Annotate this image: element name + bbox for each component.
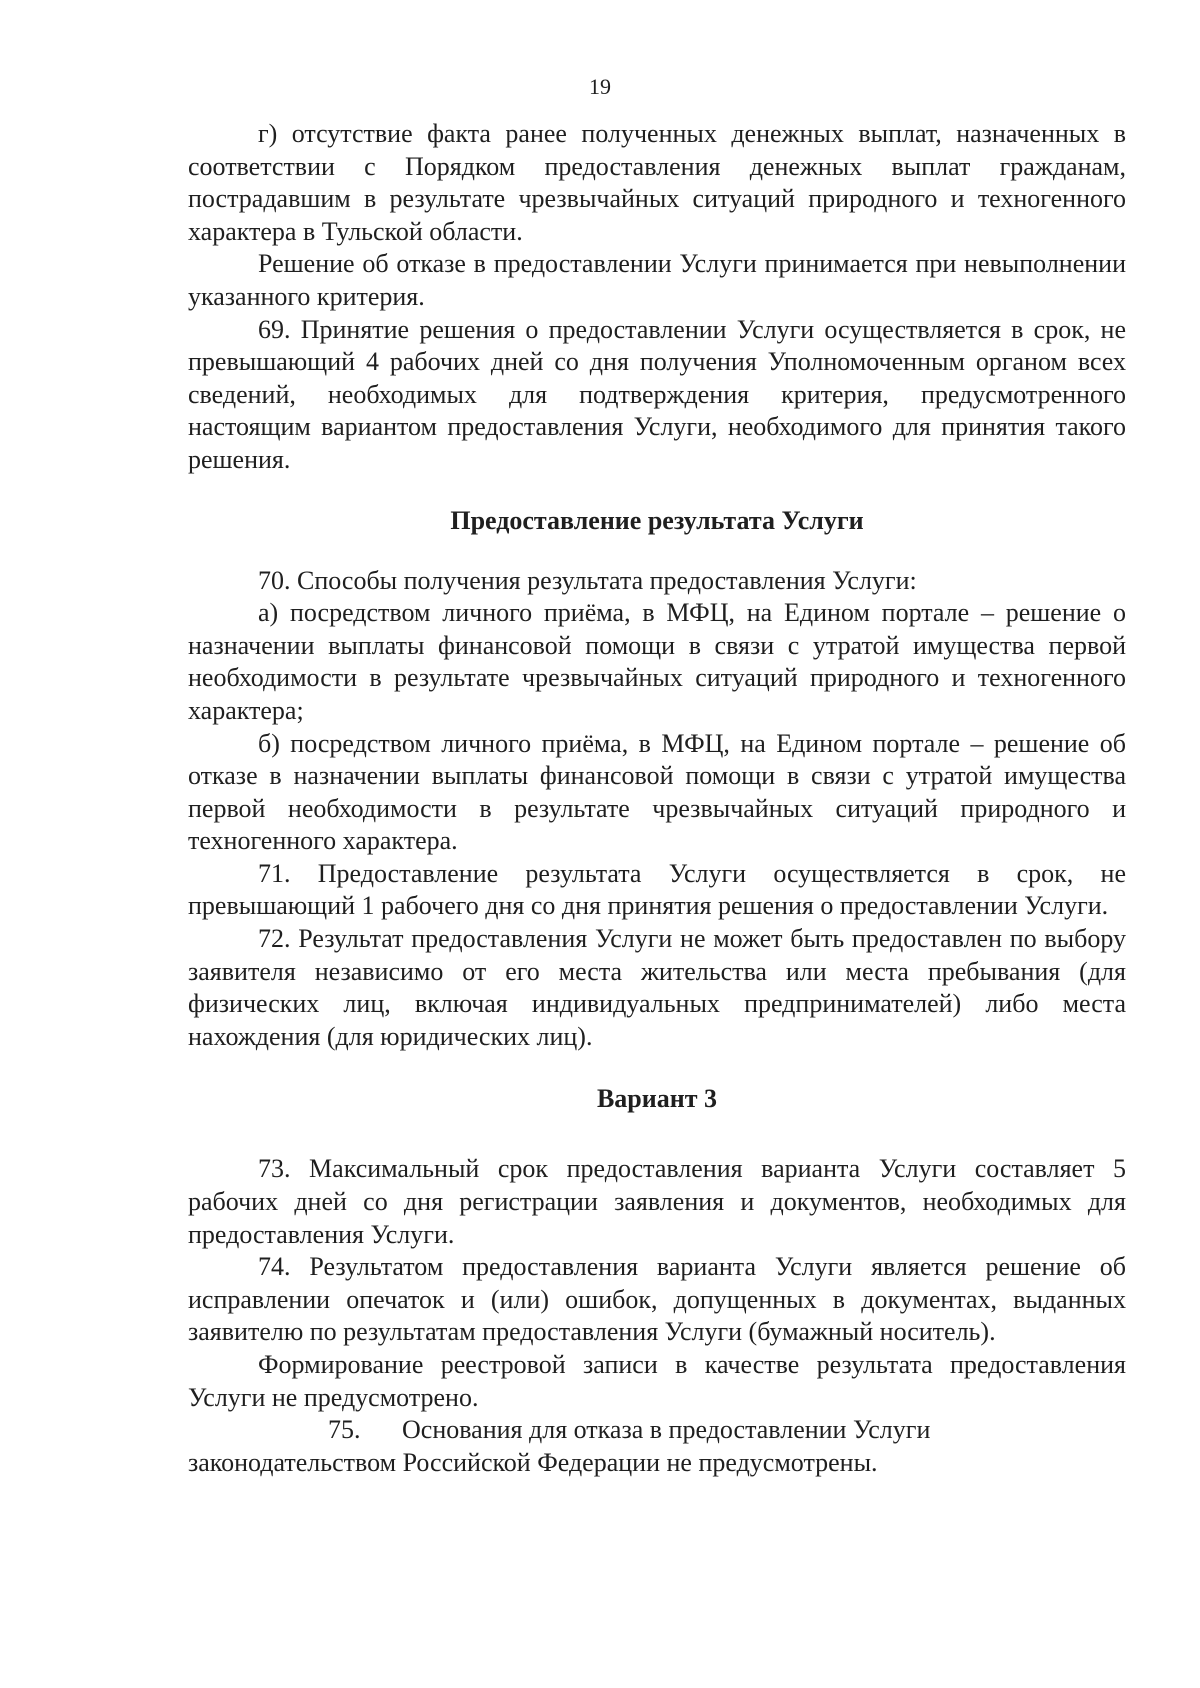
- paragraph-74: 74. Результатом предоставления варианта Услуги является решение об исправлении опечаток и (или) ошибок, допущенных в документах, выданных заявителю по результатам предоставления Услуги (бумажный носитель).: [188, 1252, 1126, 1347]
- paragraph-70: 70. Способы получения результата предоставления Услуги:: [258, 565, 917, 595]
- paragraph-refusal-decision: Решение об отказе в предоставлении Услуги принимается при невыполнении указанного критерия.: [188, 249, 1126, 311]
- paragraph-75-continuation: законодательством Российской Федерации не предусмотрены.: [188, 1447, 878, 1477]
- paragraph-criterion-g: г) отсутствие факта ранее полученных денежных выплат, назначенных в соответствии с Порядком предоставления денежных выплат гражданам, пострадавшим в результате чрезвычайных ситуаций природного и техногенного характера в Тульской области.: [188, 119, 1126, 246]
- paragraph-75-text: Основания для отказа в предоставлении Услуги: [402, 1415, 931, 1445]
- paragraph-71: 71. Предоставление результата Услуги осуществляется в срок, не превышающий 1 рабочего дня со дня принятия решения о предоставлении Услуги.: [188, 858, 1126, 921]
- page-number: 19: [589, 74, 611, 99]
- paragraph-69: 69. Принятие решения о предоставлении Услуги осуществляется в срок, не превышающий 4 рабочих дней со дня получения Уполномоченным органом всех сведений, необходимых для подтверждения критерия, предусмотренного настоящим вариантом предоставления Услуги, необходимого для принятия такого решения.: [188, 314, 1126, 474]
- paragraph-70-b: б) посредством личного приёма, в МФЦ, на Едином портале – решение об отказе в назначении выплаты финансовой помощи в связи с утратой имущества первой необходимости в результате чрезвычайных ситуаций природного и техногенного характера.: [188, 728, 1126, 856]
- section-heading-result: Предоставление результата Услуги: [450, 505, 864, 535]
- paragraph-75: [188, 1414, 1126, 1479]
- paragraph-72: 72. Результат предоставления Услуги не может быть предоставлен по выбору заявителя независимо от его места жительства или места пребывания (для физических лиц, включая индивидуальных предпринимателей) либо места нахождения (для юридических лиц).: [188, 924, 1126, 1051]
- paragraph-73: 73. Максимальный срок предоставления варианта Услуги составляет 5 рабочих дней со дня регистрации заявления и документов, необходимых для предоставления Услуги.: [188, 1154, 1126, 1249]
- section-heading-variant-3: Вариант 3: [596, 1084, 718, 1114]
- paragraph-70-a: а) посредством личного приёма, в МФЦ, на Едином портале – решение о назначении выплаты финансовой помощи в связи с утратой имущества первой необходимости в результате чрезвычайных ситуаций природного и техногенного характера;: [188, 598, 1126, 725]
- paragraph-75-number: 75.: [328, 1415, 361, 1445]
- document-body: [188, 118, 1126, 1479]
- paragraph-registry-record: Формирование реестровой записи в качестве результата предоставления Услуги не предусмотрено.: [188, 1350, 1126, 1412]
